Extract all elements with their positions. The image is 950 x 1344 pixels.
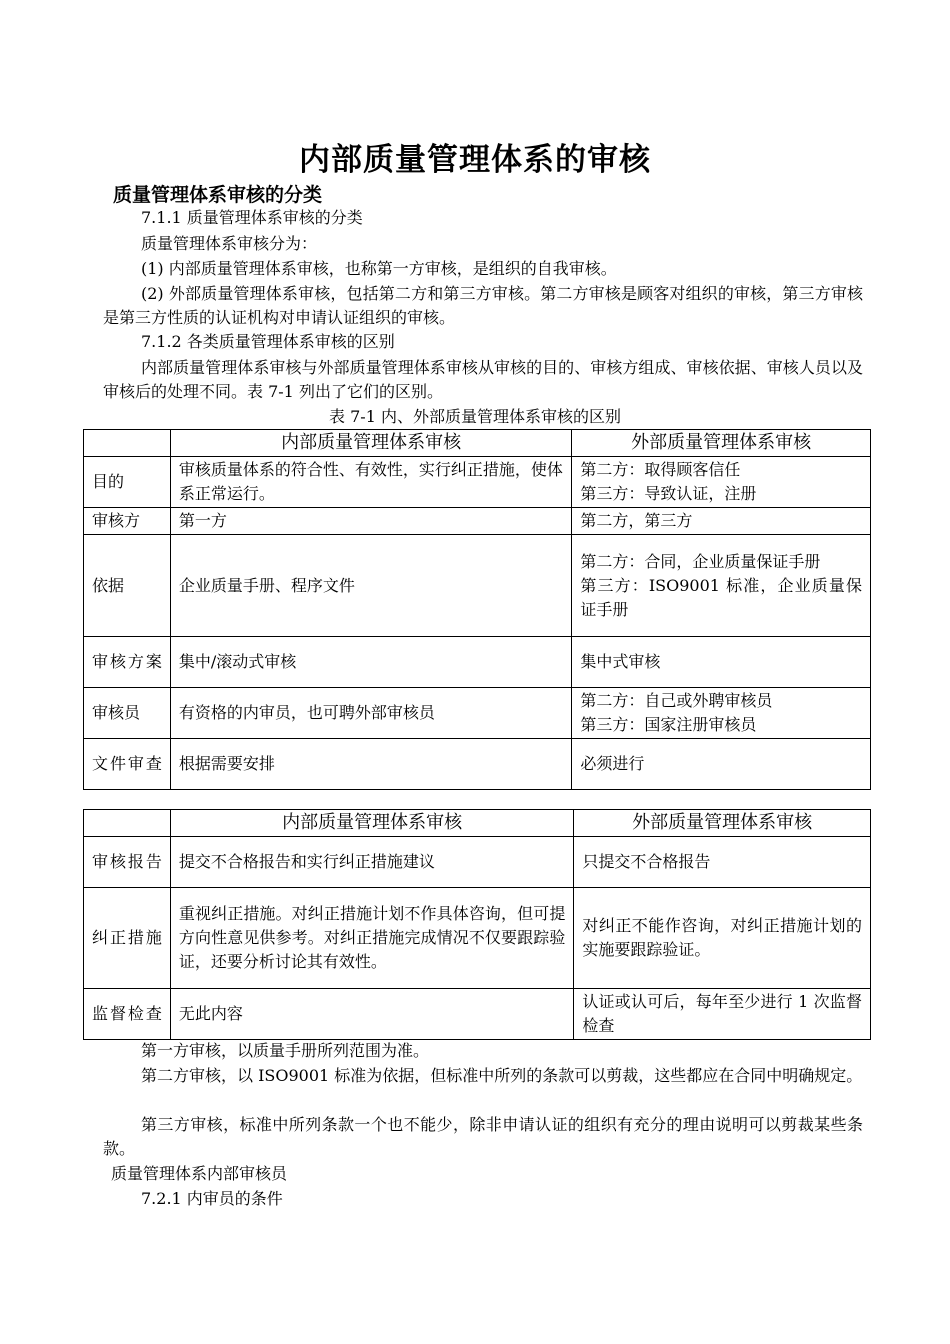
section-heading-internal-auditor: 质量管理体系内部审核员 <box>111 1164 288 1183</box>
table-row <box>84 739 871 790</box>
external-cell <box>572 637 871 688</box>
table-header-internal: 内部质量管理体系审核 <box>170 810 573 837</box>
note-third-party: 第三方审核，标准中所列条款一个也不能少，除非申请认证的组织有充分的理由说明可以剪裁某些条款。 <box>103 1115 863 1158</box>
external-cell <box>572 508 871 535</box>
internal-cell: 审核质量体系的符合性、有效性，实行纠正措施，使体系正常运行。 <box>170 457 571 508</box>
internal-cell: 无此内容 <box>170 989 573 1040</box>
table-header-blank <box>84 430 171 457</box>
row-label: 审核报告 <box>84 837 171 888</box>
external-line: 必须进行 <box>580 754 645 773</box>
row-label: 审核员 <box>84 688 171 739</box>
external-line: 第三方：ISO9001 标准，企业质量保证手册 <box>580 575 862 619</box>
table-header-row <box>84 430 871 457</box>
row-label: 审核方 <box>84 508 171 535</box>
section-heading-classification: 质量管理体系审核的分类 <box>113 184 323 206</box>
row-label: 监督检查 <box>84 989 171 1040</box>
row-label: 依据 <box>84 535 171 637</box>
external-cell <box>572 457 871 508</box>
note-first-party: 第一方审核，以质量手册所列范围为准。 <box>141 1041 430 1060</box>
internal-cell: 第一方 <box>170 508 571 535</box>
external-line: 第三方：国家注册审核员 <box>580 715 757 734</box>
row-label: 文件审查 <box>84 739 171 790</box>
external-cell <box>572 535 871 637</box>
table-header-internal: 内部质量管理体系审核 <box>170 430 571 457</box>
table-header-external: 外部质量管理体系审核 <box>574 810 871 837</box>
list-item-2: (2) 外部质量管理体系审核，包括第二方和第三方审核。第二方审核是顾客对组织的审核，第三方审核是第三方性质的认证机构对申请认证组织的审核。 <box>103 284 863 327</box>
comparison-table <box>83 429 871 790</box>
external-line: 第二方，第三方 <box>580 511 693 530</box>
table-row <box>84 637 871 688</box>
list-item-1: (1) 内部质量管理体系审核，也称第一方审核，是组织的自我审核。 <box>141 259 617 278</box>
table-header-row <box>84 810 871 837</box>
table-row <box>84 508 871 535</box>
page-title: 内部质量管理体系的审核 <box>299 142 651 178</box>
row-label: 目的 <box>84 457 171 508</box>
table-header-blank <box>84 810 171 837</box>
internal-cell: 有资格的内审员，也可聘外部审核员 <box>170 688 571 739</box>
external-line: 第三方：导致认证，注册 <box>580 484 757 503</box>
table-header-external: 外部质量管理体系审核 <box>572 430 871 457</box>
row-label: 纠正措施 <box>84 888 171 989</box>
external-cell <box>572 688 871 739</box>
external-cell: 对纠正不能作咨询，对纠正措施计划的实施要跟踪验证。 <box>574 888 871 989</box>
external-line: 第二方：合同，企业质量保证手册 <box>580 551 821 571</box>
subsection-7-1-2: 7.1.2 各类质量管理体系审核的区别 <box>141 332 395 351</box>
comparison-table-continued <box>83 809 871 1040</box>
internal-cell: 重视纠正措施。对纠正措施计划不作具体咨询，但可提方向性意见供参考。对纠正措施完成情况不仅要跟踪验证，还要分析讨论其有效性。 <box>170 888 573 989</box>
row-label: 审核方案 <box>84 637 171 688</box>
difference-paragraph: 内部质量管理体系审核与外部质量管理体系审核从审核的目的、审核方组成、审核依据、审核人员以及审核后的处理不同。表 7-1 列出了它们的区别。 <box>103 358 863 401</box>
table-row <box>84 888 871 989</box>
table-caption: 表 7-1 内、外部质量管理体系审核的区别 <box>329 407 621 426</box>
external-line: 第二方：自己或外聘审核员 <box>580 691 773 710</box>
intro-text: 质量管理体系审核分为： <box>141 234 318 253</box>
external-line: 第二方：取得顾客信任 <box>580 460 741 479</box>
table-row <box>84 837 871 888</box>
internal-cell: 企业质量手册、程序文件 <box>170 535 571 637</box>
internal-cell: 提交不合格报告和实行纠正措施建议 <box>170 837 573 888</box>
internal-cell: 根据需要安排 <box>170 739 571 790</box>
note-second-party: 第二方审核，以 ISO9001 标准为依据，但标准中所列的条款可以剪裁，这些都应在合同中明确规定。 <box>141 1066 863 1085</box>
internal-cell: 集中/滚动式审核 <box>170 637 571 688</box>
subsection-7-2-1: 7.2.1 内审员的条件 <box>141 1189 283 1208</box>
subsection-7-1-1: 7.1.1 质量管理体系审核的分类 <box>141 208 363 227</box>
external-cell: 认证或认可后，每年至少进行 1 次监督检查 <box>574 989 871 1040</box>
external-line: 集中式审核 <box>580 652 661 671</box>
table-row <box>84 989 871 1040</box>
table-row <box>84 535 871 637</box>
table-row <box>84 457 871 508</box>
table-row <box>84 688 871 739</box>
external-cell: 只提交不合格报告 <box>574 837 871 888</box>
external-cell <box>572 739 871 790</box>
